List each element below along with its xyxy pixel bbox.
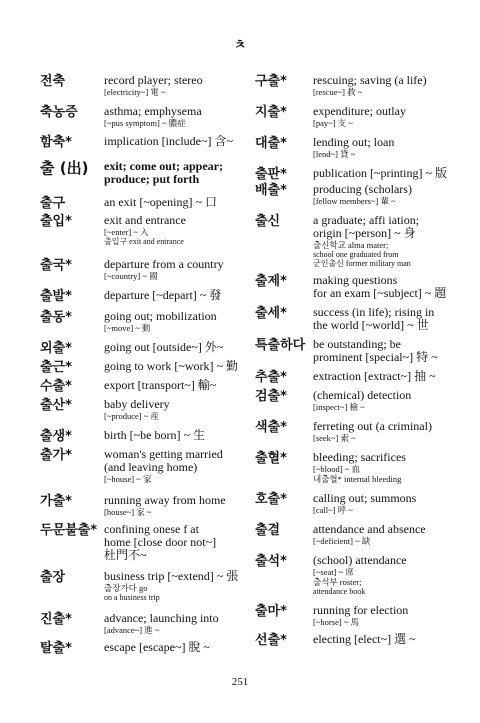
entry-term: 호출* (255, 492, 287, 507)
entry-term: 출구 (40, 196, 66, 211)
definition-line: electing [elect~] 選 ~ (313, 632, 416, 646)
definition-line: running away from home (104, 493, 226, 507)
definition-line: an exit [~opening] ~ 口 (104, 195, 217, 209)
definition-line: a graduate; affi iation; (313, 213, 420, 227)
definition-line: be outstanding; be (313, 337, 401, 351)
dictionary-entry (255, 274, 455, 300)
entry-definition (313, 167, 455, 180)
definition-line: 내출혈* internal bleeding (313, 474, 402, 484)
definition-line: produce; put forth (104, 172, 200, 186)
entry-definition (104, 523, 245, 562)
definition-line: running for election (313, 603, 409, 617)
entry-definition (313, 554, 455, 596)
definition-line: [call~] 呼 ~ (313, 505, 353, 515)
entry-term: 탈출* (40, 641, 72, 656)
entry-definition (104, 341, 245, 354)
definition-line: the world [~world] ~ 世 (313, 318, 429, 332)
definition-line: going out [outside~] 外~ (104, 340, 224, 354)
definition-line: (chemical) detection (313, 388, 412, 402)
dictionary-entry (40, 612, 245, 635)
definition-line: 杜門不~ (104, 548, 147, 562)
definition-line: [inspect~] 檢 ~ (313, 402, 365, 412)
entry-term: 배출* (255, 183, 287, 198)
entry-term: 함축* (40, 135, 72, 150)
entry-definition (313, 389, 455, 412)
definition-line: [~move] ~ 動 (104, 323, 151, 333)
definition-line: [~produce] ~ 産 (104, 411, 159, 421)
definition-line: [rescue~] 救 ~ (313, 87, 363, 97)
definition-line: [electricity~] 電 ~ (104, 87, 166, 97)
definition-line: [~country] ~ 國 (104, 271, 158, 281)
definition-line: asthma; emphysema (104, 104, 202, 118)
entry-term: 출가* (40, 448, 72, 463)
entry-term: 출제* (255, 274, 287, 289)
entry-term: 출석* (255, 554, 287, 569)
definition-line: going out; mobilization (104, 309, 217, 323)
definition-line: export [transport~] 輸~ (104, 378, 217, 392)
entry-definition (104, 214, 245, 246)
entry-term: 출근* (40, 360, 72, 375)
definition-line: [seek~] 索 ~ (313, 433, 356, 443)
definition-line: [lend~] 貸 ~ (313, 149, 356, 159)
dictionary-entry (40, 429, 245, 442)
definition-line: business trip [~extend] ~ 張 (104, 569, 239, 583)
definition-line: [advance~] 進 ~ (104, 625, 160, 635)
definition-line: [pay~] 支 ~ (313, 118, 353, 128)
definition-line: [house~] 家 ~ (104, 507, 152, 517)
entry-definition (313, 136, 455, 159)
entry-definition (104, 310, 245, 333)
entry-definition (104, 196, 245, 209)
definition-line: attendance and absence (313, 522, 426, 536)
definition-line: origin [~person] ~ 身 (313, 226, 416, 240)
entry-definition (104, 448, 245, 484)
dictionary-entry (40, 360, 245, 373)
definition-line: 출석부 roster; (313, 577, 362, 587)
dictionary-entry (40, 196, 245, 209)
entry-term: 진출* (40, 612, 72, 627)
dictionary-entry (40, 258, 245, 281)
definition-line: advance; launching into (104, 611, 219, 625)
entry-definition (104, 398, 245, 421)
dictionary-entry (40, 341, 245, 354)
dictionary-entry (255, 451, 455, 484)
dictionary-entry (40, 523, 245, 562)
entry-term: 두문불출* (40, 523, 98, 538)
entry-definition (313, 633, 455, 646)
entry-term: 출생* (40, 429, 72, 444)
entry-definition (104, 258, 245, 281)
entry-term: 가출* (40, 494, 72, 509)
definition-line: (school) attendance (313, 553, 407, 567)
dictionary-entry (40, 135, 245, 148)
right-column (255, 74, 455, 646)
entry-definition (104, 160, 245, 186)
dictionary-entry (255, 633, 455, 646)
entry-definition (104, 612, 245, 635)
dictionary-entry (40, 214, 245, 246)
dictionary-entry (255, 492, 455, 515)
dictionary-entry (255, 554, 455, 596)
definition-line: rescuing; saving (a life) (313, 73, 427, 87)
entry-term: 출산* (40, 398, 72, 413)
entry-definition (104, 360, 245, 373)
definition-line: [~blood] ~ 血 (313, 464, 360, 474)
entry-definition (313, 183, 455, 206)
page-number: 251 (231, 676, 249, 688)
dictionary-entry (40, 641, 245, 654)
entry-term: 특출하다 (255, 338, 306, 353)
entry-definition (104, 641, 245, 654)
dictionary-entry (255, 420, 455, 443)
left-column (40, 74, 245, 654)
entry-definition (313, 370, 455, 383)
definition-line: [~deficient] ~ 缺 (313, 536, 371, 546)
definition-line: departure from a country (104, 257, 224, 271)
entry-term: 추출* (255, 370, 287, 385)
entry-term: 출입* (40, 214, 72, 229)
entry-term: 출결 (255, 523, 281, 538)
dictionary-entry (255, 167, 455, 180)
dictionary-entry (255, 338, 455, 364)
definition-line: record player; stereo (104, 73, 203, 87)
definition-line: birth [~be born] ~ 生 (104, 428, 205, 442)
entry-definition (313, 523, 455, 546)
definition-line: lending out; loan (313, 135, 395, 149)
dictionary-entry (255, 389, 455, 412)
entry-term: 대출* (255, 136, 287, 151)
dictionary-entry (255, 74, 455, 97)
entry-definition (104, 429, 245, 442)
definition-line: school one graduated from (313, 250, 399, 259)
definition-line: 출입구 exit and entrance (104, 237, 184, 246)
dictionary-entry (40, 74, 245, 97)
entry-definition (104, 494, 245, 517)
entry-term: 출동* (40, 310, 72, 325)
dictionary-entry (255, 214, 455, 268)
entry-term: 출세* (255, 306, 287, 321)
entry-definition (104, 74, 245, 97)
dictionary-entry (40, 494, 245, 517)
entry-term: 출혈* (255, 451, 287, 466)
definition-line: [fellow members~] 輩 ~ (313, 196, 396, 206)
entry-definition (104, 135, 245, 148)
entry-term: 검출* (255, 389, 287, 404)
definition-line: for an exam [~subject] ~ 題 (313, 286, 447, 300)
definition-line: going to work [~work] ~ 勤 (104, 359, 238, 373)
definition-line: expenditure; outlay (313, 104, 406, 118)
entry-definition (104, 379, 245, 392)
definition-line: baby delivery (104, 397, 170, 411)
entry-definition (104, 570, 245, 602)
definition-line: [~pus symptom] ~ 膿症 (104, 118, 186, 128)
entry-definition (313, 451, 455, 484)
entry-term: 구출* (255, 74, 287, 89)
definition-line: attendance book (313, 587, 366, 596)
entry-term: 출판* (255, 167, 287, 182)
dictionary-entry (40, 448, 245, 484)
entry-term: 출국* (40, 258, 72, 273)
dictionary-entry (40, 570, 245, 602)
definition-line: on a business trip (104, 593, 160, 602)
definition-line: confining onese f at (104, 522, 199, 536)
definition-line: calling out; summons (313, 491, 417, 505)
dictionary-entry (255, 306, 455, 332)
definition-line: [~enter] ~ 入 (104, 227, 149, 237)
entry-definition (313, 338, 455, 364)
definition-line: producing (scholars) (313, 182, 412, 196)
definition-line: (and leaving home) (104, 460, 198, 474)
dictionary-entry (40, 310, 245, 333)
entry-term: 수출* (40, 379, 72, 394)
definition-line: [~horse] ~ 馬 (313, 617, 360, 627)
definition-line: success (in life); rising in (313, 305, 435, 319)
entry-definition (104, 289, 245, 302)
entry-term: 출마* (255, 604, 287, 619)
definition-line: woman's getting married (104, 447, 223, 461)
entry-term: 외출* (40, 341, 72, 356)
entry-definition (313, 420, 455, 443)
definition-line: [~seat] ~ 席 (313, 567, 354, 577)
dictionary-entry (255, 604, 455, 627)
dictionary-entry (255, 523, 455, 546)
definition-line: [~house] ~ 家 (104, 474, 152, 484)
definition-line: implication [include~] 含~ (104, 134, 233, 148)
definition-line: making questions (313, 273, 398, 287)
dictionary-entry (40, 160, 245, 186)
entry-term: 출발* (40, 289, 72, 304)
entry-term: 축농증 (40, 105, 78, 120)
dictionary-entry (255, 183, 455, 206)
definition-line: ferreting out (a criminal) (313, 419, 432, 433)
definition-line: publication [~printing] ~ 版 (313, 166, 447, 180)
definition-line: extraction [extract~] 抽 ~ (313, 369, 436, 383)
dictionary-entry (40, 105, 245, 128)
entry-definition (313, 306, 455, 332)
entry-definition (313, 604, 455, 627)
definition-line: 군인출신 former military man (313, 259, 411, 268)
definition-line: home [close door not~] (104, 535, 217, 549)
entry-definition (104, 105, 245, 128)
definition-line: escape [escape~] 脫 ~ (104, 640, 210, 654)
entry-term: 전축 (40, 74, 66, 89)
dictionary-entry (40, 379, 245, 392)
definition-line: prominent [special~] 特 ~ (313, 350, 438, 364)
entry-term: 출 (出) (40, 159, 89, 177)
entry-definition (313, 492, 455, 515)
dictionary-entry (255, 370, 455, 383)
entry-definition (313, 274, 455, 300)
dictionary-entry (40, 398, 245, 421)
entry-term: 색출* (255, 420, 287, 435)
definition-line: 출신학교 alma mater; (313, 240, 389, 250)
dictionary-entry (255, 136, 455, 159)
definition-line: exit and entrance (104, 213, 186, 227)
section-letter-header: ㅊ (233, 38, 247, 53)
entry-definition (313, 74, 455, 97)
definition-line: departure [~depart] ~ 發 (104, 288, 222, 302)
dictionary-entry (255, 105, 455, 128)
entry-term: 출신 (255, 214, 281, 229)
entry-term: 출장 (40, 570, 66, 585)
entry-term: 지출* (255, 105, 287, 120)
definition-line: bleeding; sacrifices (313, 450, 406, 464)
entry-term: 선출* (255, 633, 287, 648)
entry-definition (313, 214, 455, 268)
dictionary-entry (40, 289, 245, 302)
entry-definition (313, 105, 455, 128)
definition-line: 출장가다 go (104, 583, 148, 593)
definition-line: exit; come out; appear; (104, 159, 223, 173)
